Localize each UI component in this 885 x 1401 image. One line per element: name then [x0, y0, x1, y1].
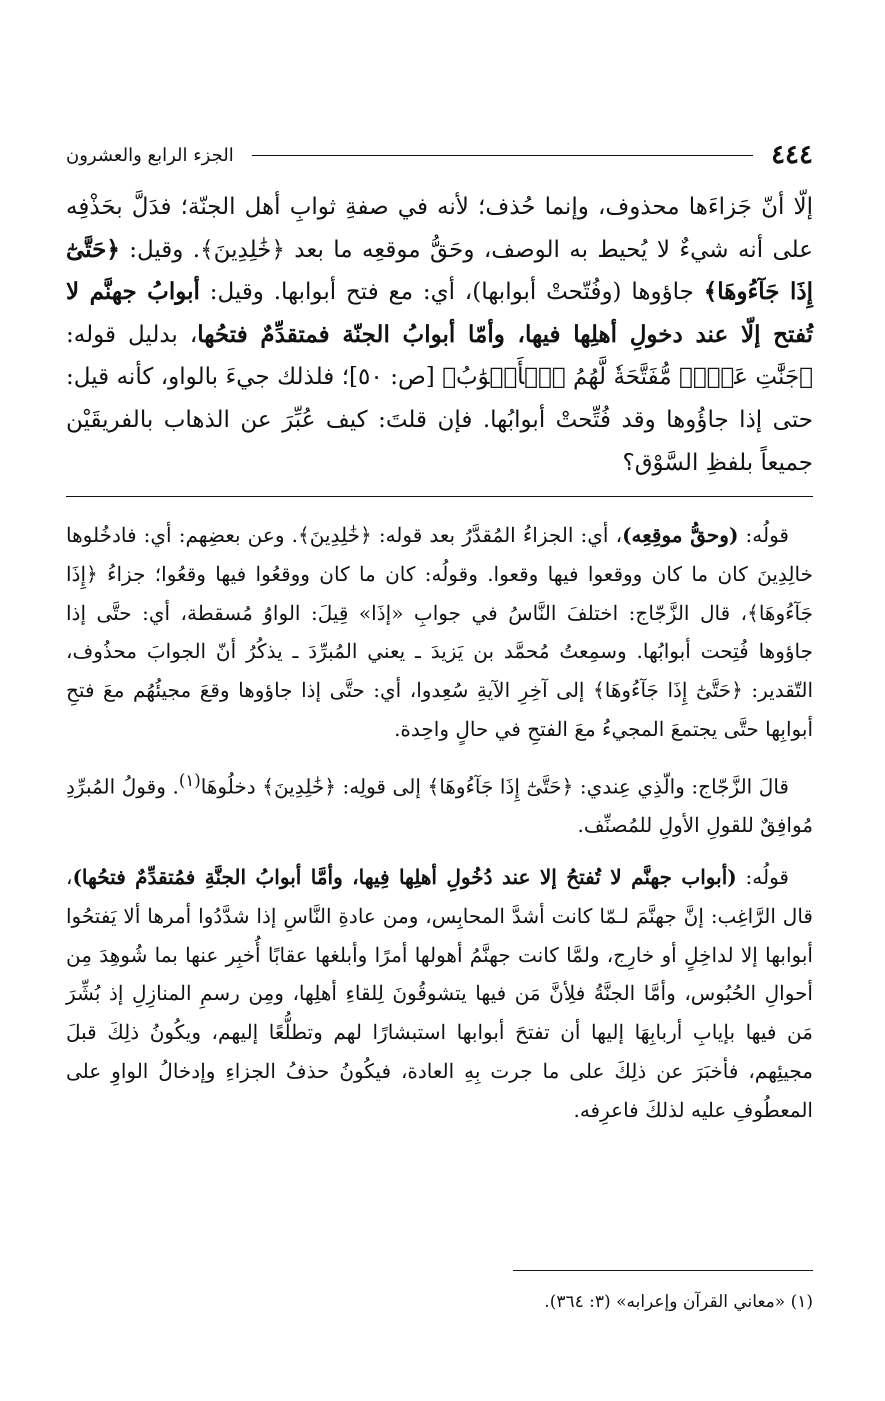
- quran-quote: ﴿خَٰلِدِينَ﴾: [200, 236, 285, 263]
- text-segment: إلى آخِرِ الآيةِ سُعِدوا، أي: حتَّى إذا جاؤوها وقعَ مجيئُهُم معَ فتحِ أبوابِها حتَّى يجتمعَ المجيءُ معَ الفتحِ في حالٍ واحِدة.: [66, 678, 813, 741]
- text-segment: . وعن بعضِهم: أي: فادخُلوها خالِدِينَ كان ما كان ووقعوا فيها وقعوا. وقولُه: كان ما كان ووقعُوا فيها وقعُوا؛ جزاءُ: [66, 523, 813, 586]
- text-segment: دخلُوهَا: [200, 774, 263, 799]
- quran-quote: ﴿خَٰلِدِينَ﴾: [297, 523, 372, 547]
- commentary-paragraph: [66, 858, 813, 1130]
- main-text-segment: ، بدليل قوله:: [66, 321, 198, 348]
- bold-phrase: أبوابُ جهنَّم لا تُفتح إلّا عند دخولِ أهلِها فيها، وأمّا أبوابُ الجنّة فمتقدِّمٌ فتحُها: [66, 278, 814, 348]
- main-text-segment: . وقيل:: [119, 236, 201, 263]
- page-header: [66, 138, 813, 172]
- footnote-reference[interactable]: (١): [178, 770, 201, 790]
- text-segment: ، أي: الجزاءُ المُقدَّرُ بعد قوله:: [371, 523, 623, 547]
- header-rule: [252, 155, 753, 156]
- text-segment: قولُه:: [736, 865, 789, 890]
- text-segment: ، قال الزَّجّاج: اختلفَ النَّاسُ في جوابِ «إذَا» قِيلَ: الواوُ مُسقطة، أي: حتَّى إذا جاؤوها فُتِحت أبوابُها. وسمِعتُ مُحمَّد بن يَزيدَ ـ يعني المُبرِّدَ ـ يذكُرُ أنّ الجوابَ محذُوف، التّقدير:: [66, 600, 813, 703]
- main-text: [66, 186, 813, 484]
- footnote: (١) «معاني القرآن وإعرابه» (٣: ٣٦٤).: [544, 1292, 813, 1312]
- quran-quote: ﴿جَنَّٰتِ عَدۡنٖ مُّفَتَّحَةٗ لَّهُمُ ٱلۡأَبۡوَٰبُ﴾: [442, 364, 813, 391]
- book-page: [66, 0, 813, 1401]
- commentary-paragraph: [66, 762, 813, 845]
- main-text-segment: إلّا أنّ جَزاءَها محذوف، وإنما حُذف؛ لأنه في صفةِ ثوابِ أهل الجنّة؛ فدَلَّ بحَذْفِه على أنه شيءٌ لا يُحيط به الوصف، وحَقُّ موقعِه ما بعد: [66, 194, 813, 263]
- text-segment: إلى قولِه:: [335, 774, 428, 799]
- footnote-rule: [513, 1270, 813, 1271]
- quoted-phrase: (وحقُّ موقِعِه): [622, 523, 739, 547]
- text-segment: . وقولُ المُبرِّدِ مُوافِقٌ للقولِ الأولِ للمُصنِّف.: [66, 774, 813, 838]
- section-separator: [66, 496, 813, 497]
- quran-quote: ﴿خَٰلِدِينَ﴾: [262, 774, 336, 799]
- main-text-segment: [ص: ٥٠]؛ فلذلك جيءَ بالواو، كأنه قيل: حتى إذا جاؤُوها وقد فُتِّحتْ أبوابُها. فإن قلتَ: كيف عُبِّرَ عن الذهاب بالفريقَيْن جميعاً بلفظِ السَّوْق؟: [66, 364, 813, 476]
- text-segment: قالَ الزَّجّاج: والّذِي عِندي:: [573, 774, 789, 799]
- quran-quote: ﴿حَتَّىٰٓ إِذَا جَآءُوهَا﴾: [593, 678, 743, 703]
- text-segment: قولُه:: [738, 523, 789, 547]
- commentary: [66, 516, 813, 1143]
- main-text-segment: جاؤوها (وفُتّحتْ أبوابها)، أي: مع فتح أبوابها. وقيل:: [199, 279, 704, 306]
- text-segment: ، قال الرَّاغِب: إنَّ جهنَّمَ لـمّا كانت أشدَّ المحابِس، ومن عادةِ النَّاسِ إذا شدَّدُوا أمرها ألا يَفتحُوا أبوابها إلا لداخِلٍ أو خارِج، ولمَّا كانت جهنَّمُ أهولها أمرًا وأبلغها عقابًا أُخبِر عنها بما شُوهِدَ مِن أحوالِ الحُبُوس، وأمَّا الجنَّةُ فلِأنَّ مَن فيها يتشوقُونَ لِلقاءِ أهلِها، ومِن رسمِ المنازِلِ إذ بُشِّرَ مَن فيها بإيابِ أربابِهَا إليها أن تفتحَ أبوابها استبشارًا لهم وتطلُّعًا إليهم، ويكُونُ ذلِكَ قبلَ مجيئِهم، فأخبَرَ عن ذلِكَ على ما جرت بِهِ العادة، فيكُونُ حذفُ الجزاءِ وإدخالُ الواوِ على المعطُوفِ عليه لذلكَ فاعرِفه.: [66, 865, 813, 1122]
- quran-quote: ﴿حَتَّىٰٓ إِذَا جَآءُوهَا﴾: [66, 235, 814, 306]
- quran-quote: ﴿إِذَا جَآءُوهَا﴾: [66, 561, 813, 625]
- quran-quote: ﴿حَتَّىٰٓ إِذَا جَآءُوهَا﴾: [427, 774, 574, 799]
- page-number: ٤٤٤: [771, 140, 813, 170]
- commentary-paragraph: [66, 516, 813, 749]
- running-title: الجزء الرابع والعشرون: [66, 144, 234, 166]
- quoted-phrase: (أبواب جهنَّم لا تُفتحُ إلا عند دُخُولِ أهلِها فِيها، وأمَّا أبوابُ الجنَّةِ فمُتقدِّمٌ فتحُها): [72, 865, 737, 890]
